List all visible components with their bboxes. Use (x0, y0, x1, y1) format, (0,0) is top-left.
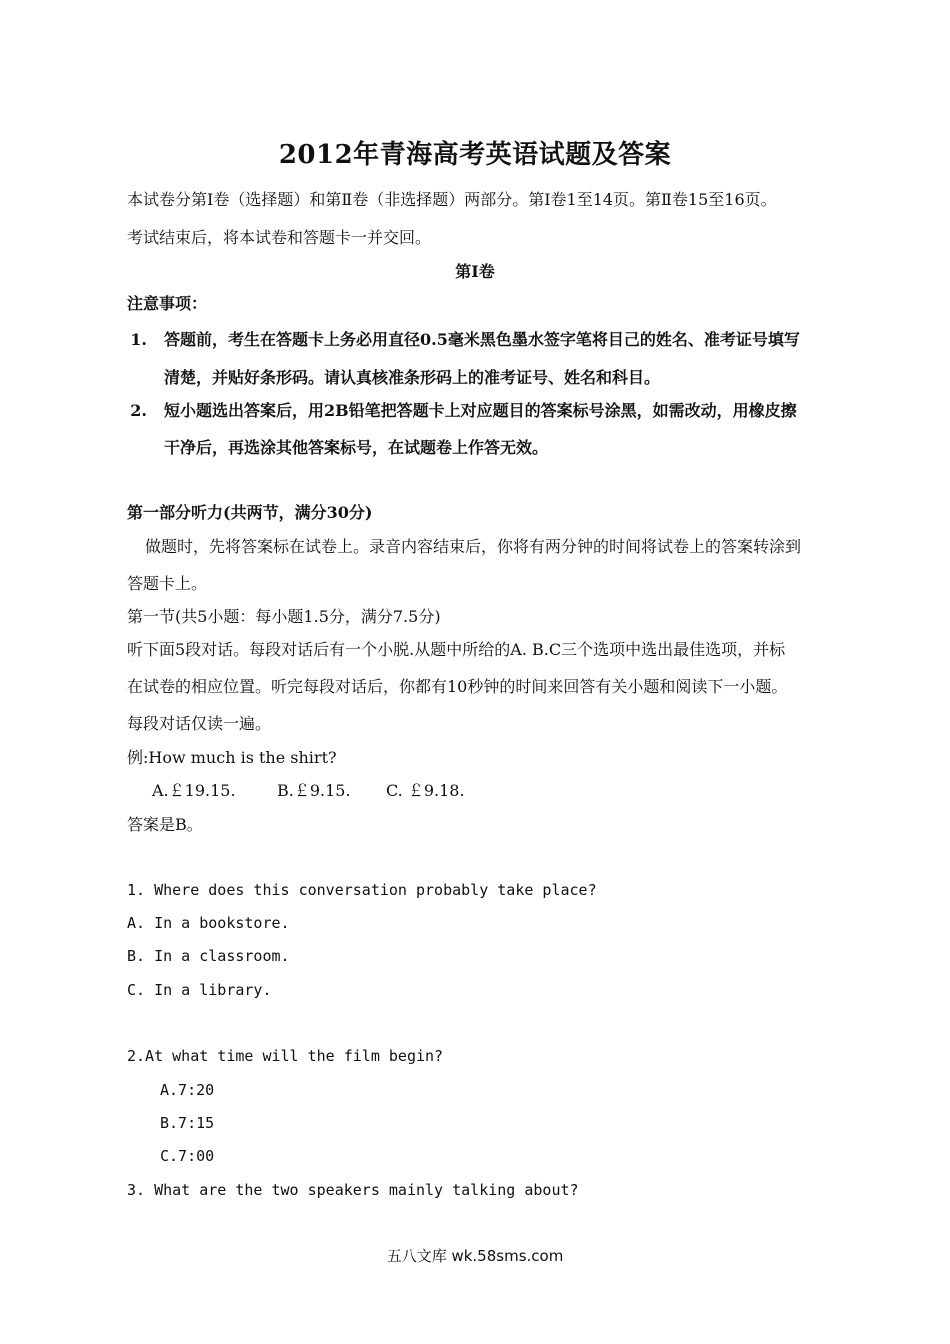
section1-heading: 第一节(共5小题：每小题1.5分，满分7.5分) (127, 607, 441, 626)
question-2: 2.At what time will the film begin? (127, 1047, 444, 1065)
example-option-b: B.￡9.15. (277, 781, 351, 800)
intro-line-1: 本试卷分第Ⅰ卷（选择题）和第Ⅱ卷（非选择题）两部分。第Ⅰ卷1至14页。第Ⅱ卷15至16页。 (127, 190, 777, 209)
question-2-option-c: C.7:00 (160, 1147, 215, 1165)
notice-item-1-line-1: 答题前，考生在答题卡上务必用直径0.5毫米黑色墨水签字笔将目己的姓名、准考证号填写 (164, 330, 800, 349)
question-3: 3. What are the two speakers mainly talking about? (127, 1181, 579, 1199)
page-title: 2012年青海高考英语试题及答案 (278, 140, 672, 170)
notice-item-2-line-1: 短小题选出答案后，用2B铅笔把答题卡上对应题目的答案标号涂黑，如需改动，用橡皮擦 (164, 401, 797, 420)
directions-line-3: 每段对话仅读一遍。 (127, 714, 272, 733)
example-option-a: A.￡19.15. (152, 781, 236, 800)
part1-instruction-line-1: 做题时，先将答案标在试卷上。录音内容结束后，你将有两分钟的时间将试卷上的答案转涂到 (145, 537, 802, 556)
example-answer: 答案是B。 (127, 815, 203, 834)
footer-watermark: 五八文库 wk.58sms.com (386, 1247, 564, 1265)
part1-heading: 第一部分听力(共两节，满分30分) (127, 503, 373, 522)
notice-item-number: 2. (130, 401, 147, 420)
example-question: 例:How much is the shirt? (127, 748, 337, 767)
notice-item-1-line-2: 清楚，并贴好条形码。请认真核准条形码上的准考证号、姓名和科目。 (164, 368, 661, 387)
question-1-option-b: B. In a classroom. (127, 947, 290, 965)
notice-item-2-line-2: 干净后，再选涂其他答案标号，在试题卷上作答无效。 (164, 438, 549, 457)
question-2-option-b: B.7:15 (160, 1114, 215, 1132)
intro-line-2: 考试结束后，将本试卷和答题卡一并交回。 (127, 228, 432, 247)
directions-line-2: 在试卷的相应位置。听完每段对话后，你都有10秒钟的时间来回答有关小题和阅读下一小题。 (127, 677, 788, 696)
notice-heading: 注意事项： (127, 294, 208, 313)
part1-instruction-line-2: 答题卡上。 (127, 574, 208, 593)
question-1: 1. Where does this conversation probably take place? (127, 881, 597, 899)
directions-line-1: 听下面5段对话。每段对话后有一个小脱.从题中所给的A. B.C三个选项中选出最佳选项，并标 (127, 640, 786, 659)
question-1-option-a: A. In a bookstore. (127, 914, 290, 932)
example-option-c: C. ￡9.18. (386, 781, 465, 800)
question-2-option-a: A.7:20 (160, 1081, 215, 1099)
notice-item-number: 1. (130, 330, 147, 349)
volume-heading: 第Ⅰ卷 (455, 262, 495, 281)
question-1-option-c: C. In a library. (127, 981, 272, 999)
